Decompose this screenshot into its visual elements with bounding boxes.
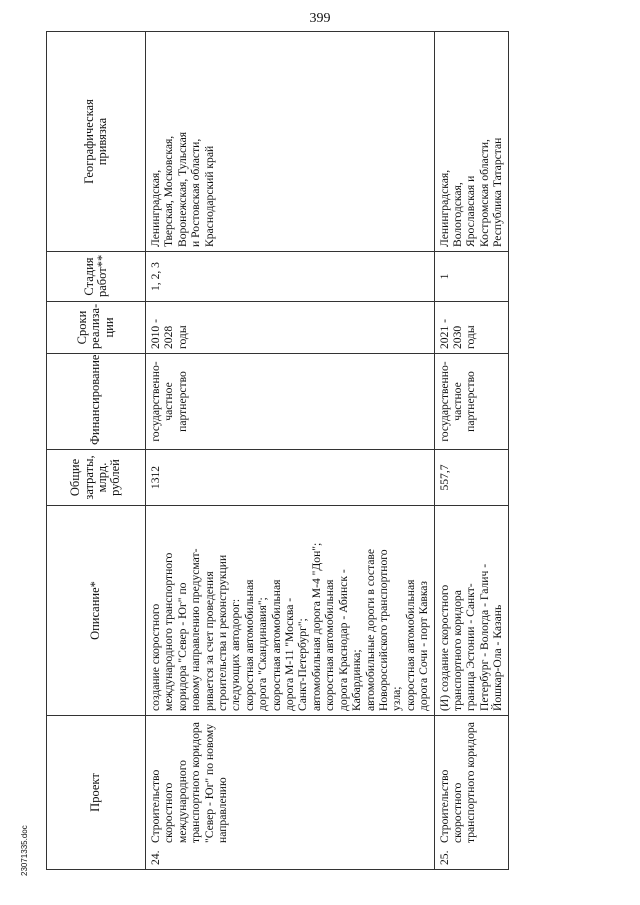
description-cell: [146, 506, 435, 716]
header-cost: [47, 450, 146, 506]
description-line: дорога "Скандинавия";: [256, 597, 270, 711]
geo-line: Краснодарский край: [202, 145, 216, 247]
description-line: Кабардинка;: [350, 649, 364, 711]
geo-line: Вологодская,: [450, 182, 464, 247]
description-line: скоростная автомобильная: [242, 579, 256, 711]
document-code-text: 23071335.doc: [20, 825, 29, 876]
geo-line: и Ростовская области,: [189, 138, 203, 247]
financing-cell: государственно-частное партнерство: [146, 354, 435, 450]
table-row: [434, 32, 508, 870]
header-term: [47, 302, 146, 354]
term-cell: [434, 302, 508, 354]
header-term-line: Сроки: [74, 310, 89, 345]
term-line: 2030: [450, 325, 464, 349]
financing-cell: государственно-частное партнерство: [434, 354, 508, 450]
row-number: 24.: [149, 850, 162, 865]
geo-line: Костромская области,: [477, 139, 491, 247]
rotated-table-area: [46, 32, 604, 870]
description-line: скоростная автомобильная: [323, 579, 337, 711]
description-line: следующих автодорог:: [229, 598, 243, 711]
term-line: 2021 -: [437, 319, 451, 349]
description-line: автомобильная дорога М-4 "Дон";: [309, 542, 323, 711]
description-line: дорога Краснодар - Абинск -: [336, 569, 350, 711]
description-line: ривается за счет проведения: [202, 571, 216, 711]
project-cell: [434, 716, 508, 870]
header-geo-line: привязка: [95, 117, 109, 166]
description-line: Новороссийского транспортного: [376, 549, 390, 711]
page-number: 399: [309, 11, 331, 26]
document-code: [20, 806, 34, 876]
description-line: транспортного коридора: [450, 590, 464, 711]
description-line: строительства и реконструкции: [216, 554, 230, 711]
description-line: скоростная автомобильная: [269, 579, 283, 711]
geo-cell: [434, 32, 508, 252]
description-line: дорога Сочи - порт Кавказ: [417, 580, 431, 711]
geo-line: Республика Татарстан: [491, 137, 505, 247]
header-project: Проект: [47, 716, 146, 870]
header-term-line: ции: [101, 317, 116, 338]
project-name: Строительство скоростного международного транспортного коридора "Север - Юг" по новому направлению: [149, 722, 230, 843]
geo-line: Ленинградская,: [437, 169, 451, 247]
header-row: [47, 32, 146, 870]
term-line: годы: [175, 325, 189, 349]
description-cell: [434, 506, 508, 716]
table-body: [146, 32, 509, 870]
description-line: автомобильные дороги в составе: [363, 549, 377, 711]
description-line: Йошкар-Ола - Казань: [491, 604, 505, 711]
geo-line: Воронежская, Тульская: [175, 131, 189, 247]
description-line: дорога М-11 "Москва -: [283, 597, 297, 711]
header-stage-line: работ**: [95, 254, 109, 297]
project-cell: [146, 716, 435, 870]
description-line: создание скоростного: [149, 603, 162, 711]
header-cost-line: затраты,: [81, 455, 96, 500]
table-row: [146, 32, 435, 870]
header-geo-line: Географическая: [81, 99, 96, 184]
cost-cell: 557,7: [434, 450, 508, 506]
row-number: 25.: [437, 850, 451, 865]
rotated-table-container: [46, 32, 604, 870]
term-line: 2010 -: [149, 319, 162, 349]
header-cost-line: млрд.: [95, 462, 109, 493]
term-line: годы: [464, 325, 478, 349]
geo-cell: [146, 32, 435, 252]
stage-cell: 1, 2, 3: [146, 252, 435, 302]
geo-line: Тверская, Московская,: [162, 135, 176, 247]
description-line: скоростная автомобильная: [403, 579, 417, 711]
stage-cell: 1: [434, 252, 508, 302]
description-line: международного транспортного: [162, 552, 176, 711]
term-line: 2028: [162, 325, 176, 349]
table-header: [47, 32, 146, 870]
term-cell: [146, 302, 435, 354]
description-line: Санкт-Петербург";: [296, 618, 310, 711]
description-line: (И) создание скоростного: [437, 584, 451, 711]
description-line: Петербург - Вологда - Галич -: [477, 563, 491, 711]
projects-table: [46, 31, 509, 870]
description-line: узла;: [390, 686, 404, 711]
project-name: Строительство скоростного транспортного коридора: [437, 722, 478, 843]
header-geo: [47, 32, 146, 252]
description-line: коридора "Север - Юг" по: [175, 582, 189, 711]
header-financing: Финансирование: [47, 354, 146, 450]
header-term-line: реализа-: [88, 303, 103, 349]
header-cost-line: Общие: [68, 458, 83, 497]
header-description: Описание*: [47, 506, 146, 716]
header-stage-line: Стадия: [81, 257, 96, 296]
cost-cell: 1312: [146, 450, 435, 506]
description-line: граница Эстонии - Санкт-: [464, 583, 478, 711]
description-line: новому направлению предусмат-: [189, 548, 203, 711]
geo-line: Ленинградская,: [149, 169, 162, 247]
header-cost-line: рублей: [108, 459, 123, 496]
geo-line: Ярославская и: [464, 175, 478, 247]
header-stage: [47, 252, 146, 302]
